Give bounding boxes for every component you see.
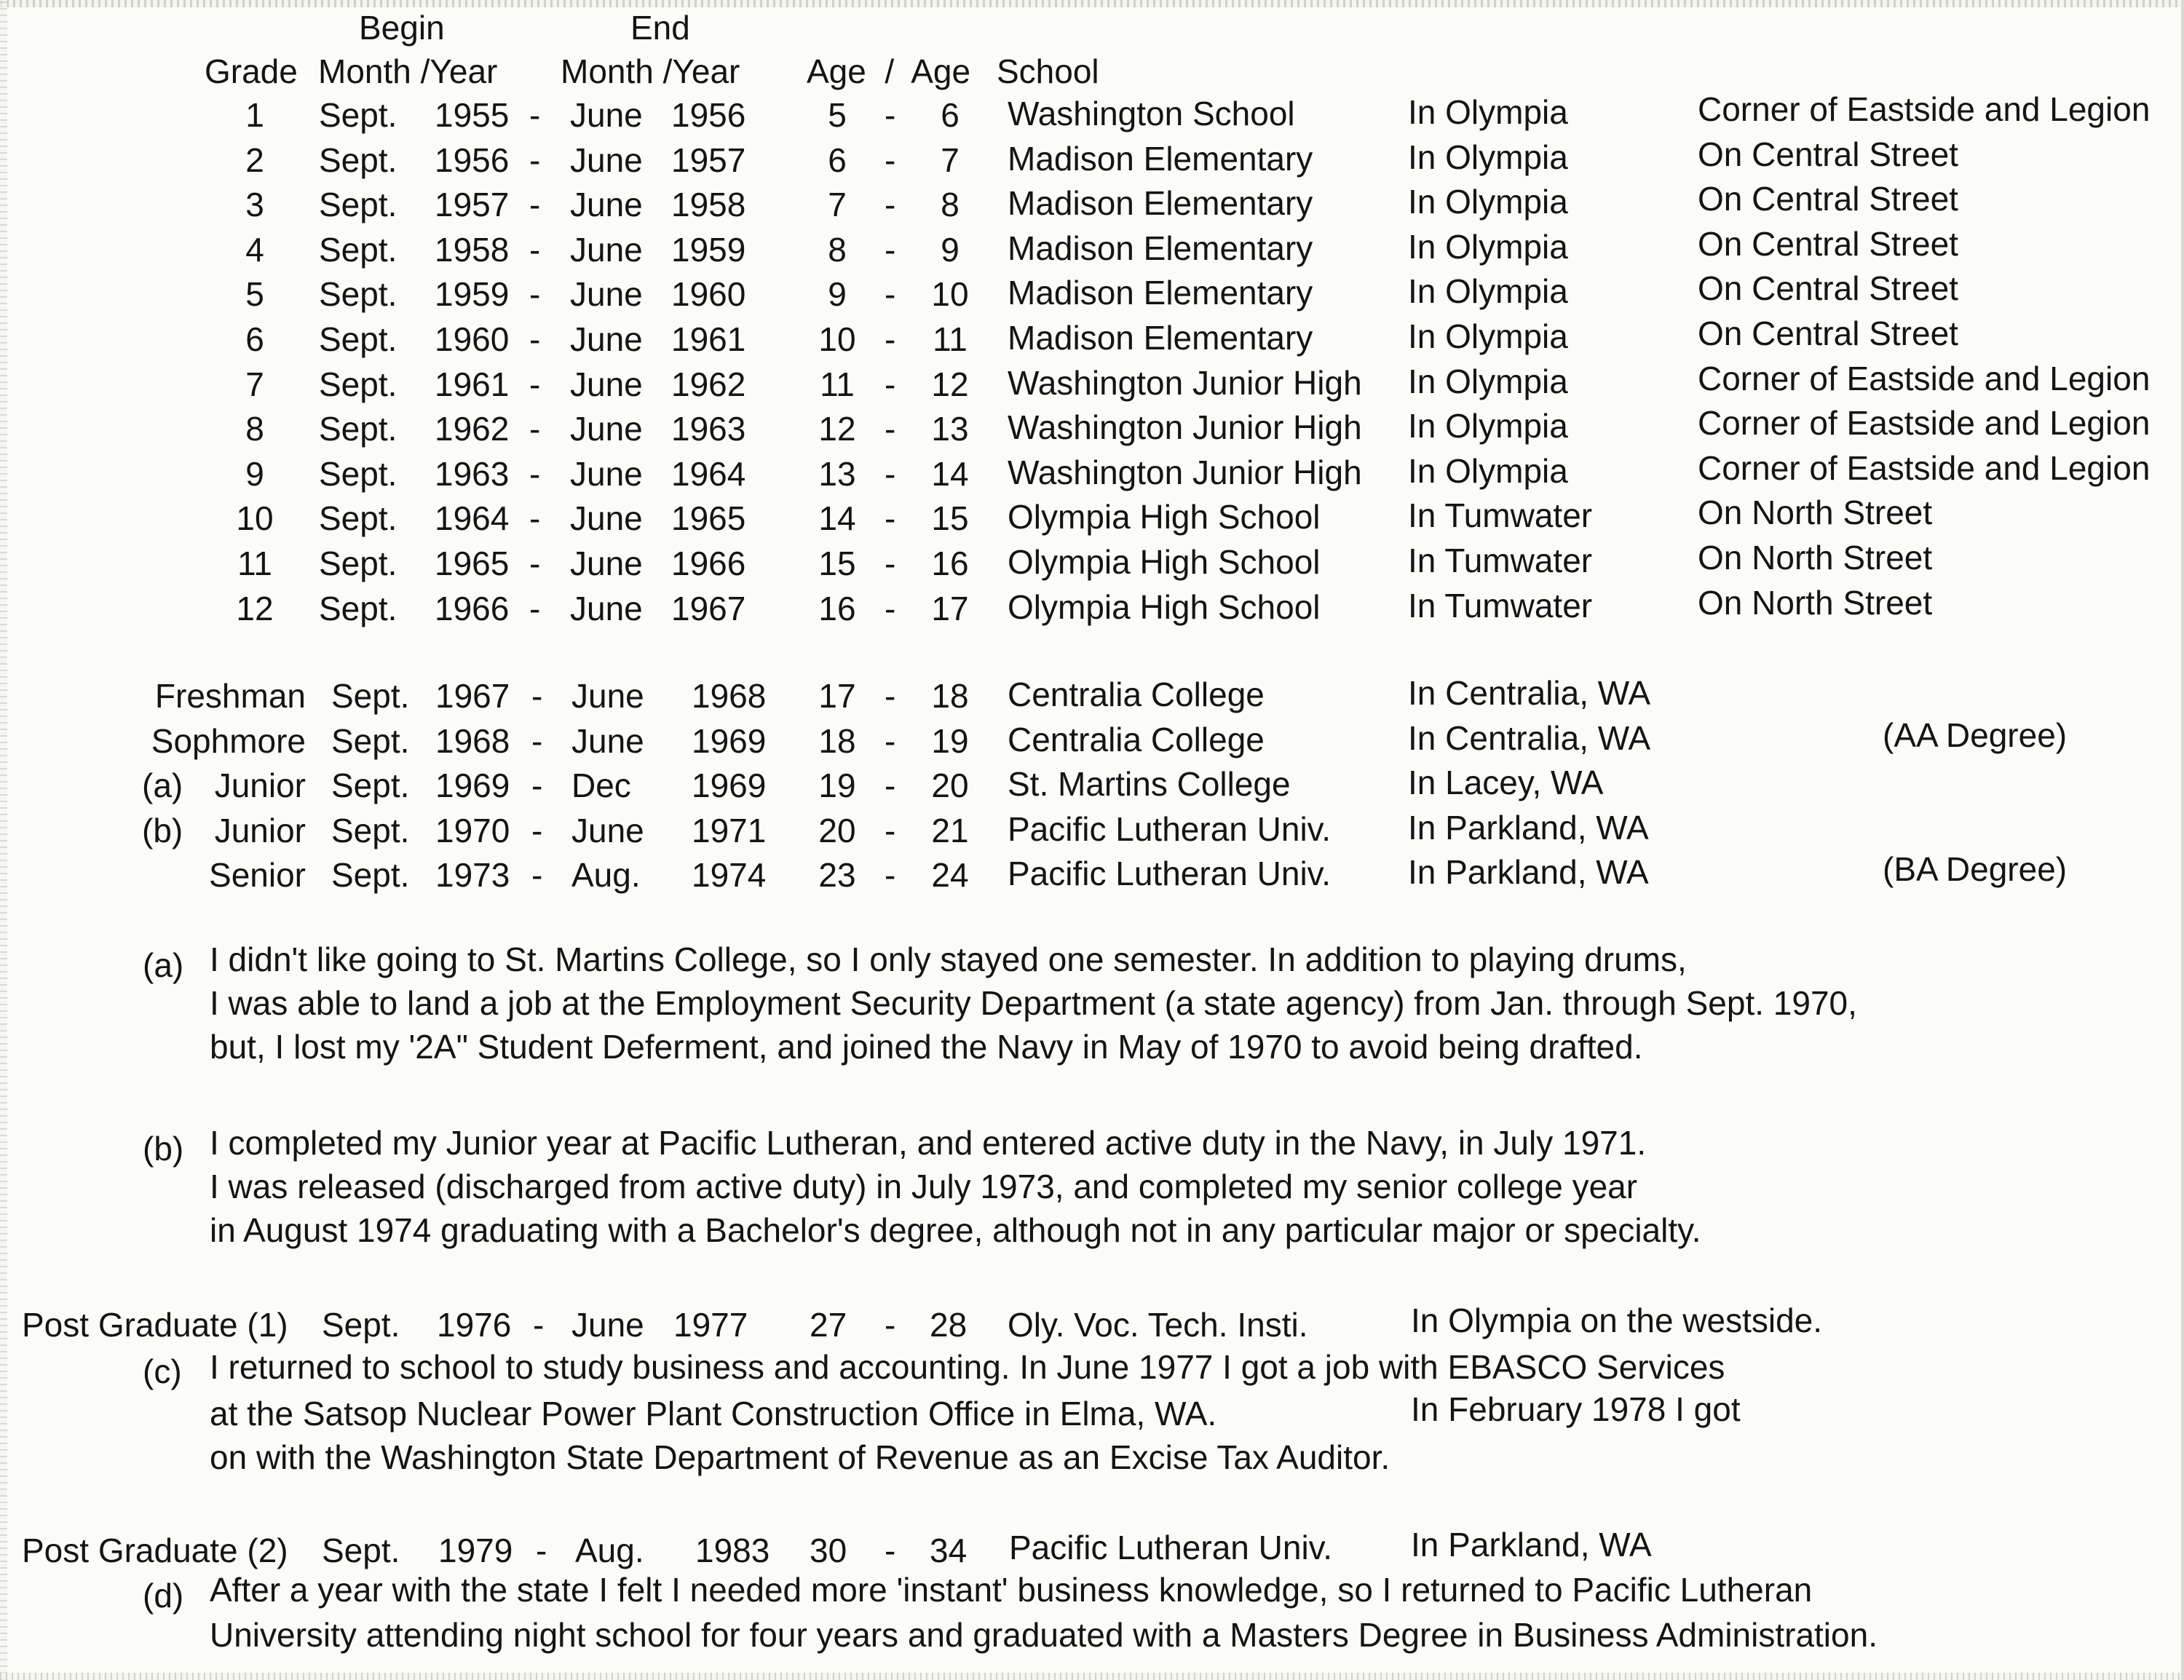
end-month: June: [571, 811, 644, 849]
age-to: 19: [931, 721, 969, 760]
end-month: June: [570, 454, 643, 493]
begin-month: Sept.: [319, 186, 397, 224]
school-location: On North Street: [1698, 583, 1933, 622]
age-to: 12: [931, 365, 969, 403]
dash: -: [529, 230, 541, 269]
age-from: 19: [818, 766, 856, 804]
begin-month: Sept.: [331, 677, 410, 715]
end-month: June: [570, 320, 643, 358]
begin-year: 1973: [435, 856, 510, 894]
header-grade: Grade: [205, 52, 298, 90]
begin-year: 1969: [435, 766, 510, 804]
dash: -: [529, 275, 541, 314]
age-dash: -: [885, 230, 896, 269]
pg2-level: Post Graduate (2): [22, 1532, 288, 1569]
end-month: June: [570, 365, 643, 403]
end-month: June: [570, 96, 643, 134]
age-dash: -: [885, 721, 896, 760]
school-city: In Parkland, WA: [1408, 853, 1649, 891]
footnote-line: I completed my Junior year at Pacific Lutheran, and entered active duty in the Navy, in July 1971.: [210, 1124, 1647, 1162]
grade-number: 11: [237, 544, 272, 582]
dash: -: [529, 320, 541, 358]
dash: -: [529, 499, 541, 538]
school-city: In Tumwater: [1408, 496, 1593, 535]
school-name: Madison Elementary: [1008, 139, 1313, 178]
dash: -: [529, 96, 541, 134]
age-to: 10: [931, 275, 969, 314]
row-marker: (b): [142, 811, 183, 849]
begin-month: Sept.: [319, 499, 397, 538]
school-name: Centralia College: [1008, 675, 1265, 713]
end-month: June: [570, 230, 643, 269]
end-month: June: [570, 499, 643, 538]
pg1-dash: -: [533, 1306, 545, 1344]
dash: -: [531, 677, 543, 715]
dash: -: [529, 544, 541, 582]
header-age: Age / Age: [807, 52, 971, 90]
dash: -: [529, 140, 541, 179]
age-from: 10: [818, 320, 856, 358]
scan-edge-left: [0, 0, 7, 1680]
school-name: Washington Junior High: [1008, 408, 1362, 447]
begin-month: Sept.: [319, 410, 397, 448]
pg1-note-label: (c): [143, 1352, 182, 1390]
age-to: 6: [941, 96, 960, 134]
school-name: Pacific Lutheran Univ.: [1008, 855, 1332, 892]
grade-number: 8: [245, 410, 264, 448]
begin-year: 1970: [435, 811, 510, 849]
end-month: June: [570, 544, 643, 582]
school-location: On Central Street: [1698, 224, 1958, 263]
footnote-label: (b): [143, 1130, 184, 1168]
age-from: 15: [818, 544, 856, 582]
age-from: 17: [818, 677, 856, 715]
end-month: June: [570, 589, 643, 627]
school-name: Olympia High School: [1008, 543, 1321, 581]
school-name: Washington Junior High: [1008, 363, 1362, 402]
school-city: In Olympia: [1408, 362, 1568, 400]
school-city: In Olympia: [1408, 317, 1568, 355]
end-year: 1957: [671, 140, 746, 179]
begin-year: 1965: [435, 544, 510, 582]
pg1-begin-month: Sept.: [322, 1306, 400, 1344]
pg1-note-line2a: at the Satsop Nuclear Power Plant Construction Office in Elma, WA.: [210, 1395, 1217, 1433]
header-school: School: [997, 52, 1099, 90]
age-from: 16: [818, 589, 856, 627]
age-from: 9: [828, 275, 847, 314]
pg1-end-month: June: [571, 1306, 644, 1344]
grade-number: 9: [245, 454, 264, 493]
age-from: 6: [828, 140, 847, 179]
begin-year: 1959: [435, 275, 510, 314]
dash: -: [531, 766, 543, 804]
age-to: 21: [931, 811, 969, 849]
age-to: 15: [931, 499, 969, 538]
age-dash: -: [885, 454, 896, 493]
age-to: 8: [941, 186, 960, 224]
end-year: 1965: [671, 499, 746, 538]
age-dash: -: [885, 856, 896, 894]
school-location: Corner of Eastside and Legion: [1698, 448, 2151, 487]
footnote-line: I was released (discharged from active duty) in July 1973, and completed my senior college year: [210, 1168, 1638, 1205]
school-name: St. Martins College: [1008, 765, 1291, 803]
begin-month: Sept.: [319, 230, 397, 269]
footnote-line: in August 1974 graduating with a Bachelor's degree, although not in any particular major or specialty.: [210, 1211, 1701, 1249]
pg2-note-label: (d): [143, 1577, 184, 1614]
begin-year: 1958: [435, 230, 510, 269]
college-level: Senior: [209, 856, 306, 894]
age-to: 16: [931, 544, 969, 582]
pg2-end-month: Aug.: [575, 1532, 644, 1569]
pg1-school: Oly. Voc. Tech. Insti.: [1008, 1306, 1308, 1344]
end-year: 1962: [671, 365, 746, 403]
header-begin-month-year: Month /Year: [318, 52, 498, 90]
pg2-city: In Parkland, WA: [1411, 1526, 1652, 1564]
grade-number: 5: [245, 275, 264, 314]
pg1-age-from: 27: [810, 1306, 847, 1344]
pg2-age-to: 34: [930, 1532, 968, 1569]
college-level: Junior: [214, 811, 306, 849]
dash: -: [529, 186, 541, 224]
pg2-dash: -: [536, 1532, 547, 1569]
begin-month: Sept.: [331, 811, 410, 849]
begin-year: 1961: [435, 365, 510, 403]
age-from: 18: [818, 721, 856, 760]
pg2-note-line2: University attending night school for four years and graduated with a Masters Degree in Business Administration.: [210, 1616, 1878, 1654]
school-name: Madison Elementary: [1008, 184, 1313, 223]
school-name: Madison Elementary: [1008, 274, 1313, 312]
pg1-age-to: 28: [930, 1306, 968, 1344]
begin-month: Sept.: [319, 589, 397, 627]
scan-edge-bottom: [0, 1673, 2184, 1680]
school-location: Corner of Eastside and Legion: [1698, 404, 2151, 443]
end-year: 1963: [671, 410, 746, 448]
end-year: 1969: [692, 766, 767, 804]
school-location: On North Street: [1698, 494, 1933, 532]
school-city: In Olympia: [1408, 227, 1568, 266]
begin-month: Sept.: [319, 140, 397, 179]
begin-month: Sept.: [319, 96, 397, 134]
age-dash: -: [885, 766, 896, 804]
row-marker: (a): [142, 766, 183, 804]
begin-month: Sept.: [331, 766, 410, 804]
begin-year: 1967: [435, 677, 510, 715]
school-name: Washington School: [1008, 95, 1295, 132]
end-year: 1968: [692, 677, 767, 715]
end-year: 1964: [671, 454, 746, 493]
grade-number: 7: [245, 365, 264, 403]
school-city: In Centralia, WA: [1408, 718, 1651, 757]
school-name: Madison Elementary: [1008, 319, 1313, 357]
header-end-month-year: Month /Year: [561, 52, 740, 90]
school-city: In Olympia: [1408, 272, 1568, 311]
age-dash: -: [885, 410, 896, 448]
begin-year: 1966: [435, 589, 510, 627]
age-dash: -: [885, 499, 896, 538]
end-year: 1956: [671, 96, 746, 134]
college-level: Sophmore: [151, 721, 306, 760]
age-from: 8: [828, 230, 847, 269]
end-year: 1967: [671, 589, 746, 627]
end-month: June: [570, 410, 643, 448]
begin-month: Sept.: [319, 275, 397, 314]
age-to: 20: [931, 766, 969, 804]
school-name: Washington Junior High: [1008, 453, 1362, 491]
grade-number: 12: [236, 589, 274, 627]
grade-number: 3: [245, 186, 264, 224]
pg1-end-year: 1977: [673, 1306, 748, 1344]
age-dash: -: [885, 677, 896, 715]
pg2-note-line1: After a year with the state I felt I needed more 'instant' business knowledge, so I returned to Pacific Lutheran: [210, 1571, 1813, 1609]
footnote-line: I was able to land a job at the Employment Security Department (a state agency) from Jan. through Sept. 1970,: [210, 984, 1857, 1022]
end-month: June: [571, 677, 644, 715]
pg1-begin-year: 1976: [437, 1306, 512, 1344]
age-from: 12: [818, 410, 856, 448]
age-dash: -: [885, 544, 896, 582]
end-month: Dec: [571, 766, 631, 804]
age-dash: -: [885, 96, 896, 134]
begin-year: 1962: [435, 410, 510, 448]
dash: -: [531, 811, 543, 849]
age-dash: -: [885, 140, 896, 179]
pg2-age-from: 30: [810, 1532, 847, 1569]
school-location: On Central Street: [1698, 314, 1958, 352]
pg2-end-year: 1983: [695, 1532, 770, 1569]
age-from: 20: [818, 811, 856, 849]
begin-year: 1960: [435, 320, 510, 358]
dash: -: [529, 454, 541, 493]
degree: (AA Degree): [1883, 716, 2068, 754]
age-to: 18: [931, 677, 969, 715]
school-city: In Olympia: [1408, 93, 1568, 131]
school-name: Madison Elementary: [1008, 229, 1313, 267]
pg1-note-line3: on with the Washington State Department of Revenue as an Excise Tax Auditor.: [210, 1438, 1390, 1476]
begin-year: 1957: [435, 186, 510, 224]
end-month: June: [570, 275, 643, 314]
pg2-begin-month: Sept.: [322, 1532, 400, 1569]
age-dash: -: [885, 365, 896, 403]
begin-month: Sept.: [331, 856, 410, 894]
dash: -: [529, 365, 541, 403]
header-end: End: [630, 9, 690, 47]
end-year: 1974: [692, 856, 767, 894]
age-dash: -: [885, 589, 896, 627]
begin-year: 1955: [435, 96, 510, 134]
end-year: 1958: [671, 186, 746, 224]
dash: -: [531, 721, 543, 760]
begin-month: Sept.: [331, 721, 410, 760]
grade-number: 2: [245, 140, 264, 179]
begin-year: 1956: [435, 140, 510, 179]
school-city: In Olympia: [1408, 451, 1568, 490]
school-city: In Olympia: [1408, 183, 1568, 221]
school-location: On North Street: [1698, 539, 1933, 576]
end-year: 1960: [671, 275, 746, 314]
end-year: 1959: [671, 230, 746, 269]
begin-month: Sept.: [319, 454, 397, 493]
college-level: Freshman: [154, 677, 306, 715]
grade-number: 4: [245, 230, 264, 269]
scan-edge-right: [2181, 0, 2184, 1680]
age-from: 5: [828, 96, 847, 134]
age-to: 11: [933, 320, 968, 358]
end-year: 1961: [671, 320, 746, 358]
dash: -: [529, 589, 541, 627]
age-to: 13: [931, 410, 969, 448]
age-from: 11: [820, 365, 855, 403]
end-year: 1969: [692, 721, 767, 760]
footnote-label: (a): [143, 946, 184, 984]
begin-year: 1968: [435, 721, 510, 760]
begin-year: 1964: [435, 499, 510, 538]
age-from: 23: [818, 856, 856, 894]
end-month: June: [570, 140, 643, 179]
school-city: In Tumwater: [1408, 586, 1593, 625]
dash: -: [529, 410, 541, 448]
school-city: In Tumwater: [1408, 542, 1593, 579]
header-begin: Begin: [359, 9, 445, 47]
pg1-age-dash: -: [885, 1306, 896, 1344]
begin-year: 1963: [435, 454, 510, 493]
school-city: In Parkland, WA: [1408, 808, 1649, 847]
college-level: Junior: [214, 766, 306, 804]
grade-number: 1: [245, 96, 264, 134]
pg1-city: In Olympia on the westside.: [1411, 1301, 1823, 1339]
age-to: 7: [941, 140, 960, 179]
pg1-level: Post Graduate (1): [22, 1306, 288, 1344]
pg1-note-line2b: In February 1978 I got: [1411, 1390, 1741, 1428]
end-year: 1971: [692, 811, 767, 849]
age-dash: -: [885, 275, 896, 314]
dash: -: [531, 856, 543, 894]
school-city: In Lacey, WA: [1408, 764, 1604, 801]
age-dash: -: [885, 320, 896, 358]
school-name: Centralia College: [1008, 720, 1265, 758]
begin-month: Sept.: [319, 544, 397, 582]
pg2-school: Pacific Lutheran Univ.: [1009, 1529, 1333, 1566]
begin-month: Sept.: [319, 365, 397, 403]
age-to: 24: [931, 856, 969, 894]
age-from: 13: [818, 454, 856, 493]
end-month: June: [570, 186, 643, 224]
school-name: Pacific Lutheran Univ.: [1008, 809, 1332, 848]
end-month: June: [571, 721, 644, 760]
school-city: In Olympia: [1408, 138, 1568, 176]
age-to: 9: [941, 230, 960, 269]
degree: (BA Degree): [1883, 850, 2068, 888]
footnote-line: but, I lost my '2A" Student Deferment, and joined the Navy in May of 1970 to avoid being drafted.: [210, 1028, 1643, 1066]
school-city: In Olympia: [1408, 407, 1568, 445]
school-location: Corner of Eastside and Legion: [1698, 359, 2151, 397]
age-dash: -: [885, 811, 896, 849]
age-to: 14: [931, 454, 969, 493]
school-location: On Central Street: [1698, 269, 1958, 308]
school-name: Olympia High School: [1008, 498, 1321, 536]
school-location: On Central Street: [1698, 180, 1958, 218]
begin-month: Sept.: [319, 320, 397, 358]
grade-number: 10: [236, 499, 274, 538]
school-location: Corner of Eastside and Legion: [1698, 90, 2151, 128]
age-from: 14: [818, 499, 856, 538]
school-city: In Centralia, WA: [1408, 674, 1651, 712]
pg2-begin-year: 1979: [438, 1532, 513, 1569]
school-location: On Central Street: [1698, 135, 1958, 173]
age-dash: -: [885, 186, 896, 224]
age-to: 17: [931, 589, 969, 627]
grade-number: 6: [245, 320, 264, 358]
end-month: Aug.: [571, 856, 641, 894]
end-year: 1966: [671, 544, 746, 582]
school-name: Olympia High School: [1008, 587, 1321, 626]
footnote-line: I didn't like going to St. Martins College, so I only stayed one semester. In addition to playing drums,: [210, 940, 1687, 978]
pg2-age-dash: -: [885, 1532, 896, 1569]
scan-edge-top: [0, 0, 2184, 7]
pg1-note-line1: I returned to school to study business and accounting. In June 1977 I got a job with EBASCO Services: [210, 1348, 1725, 1386]
age-from: 7: [828, 186, 847, 224]
